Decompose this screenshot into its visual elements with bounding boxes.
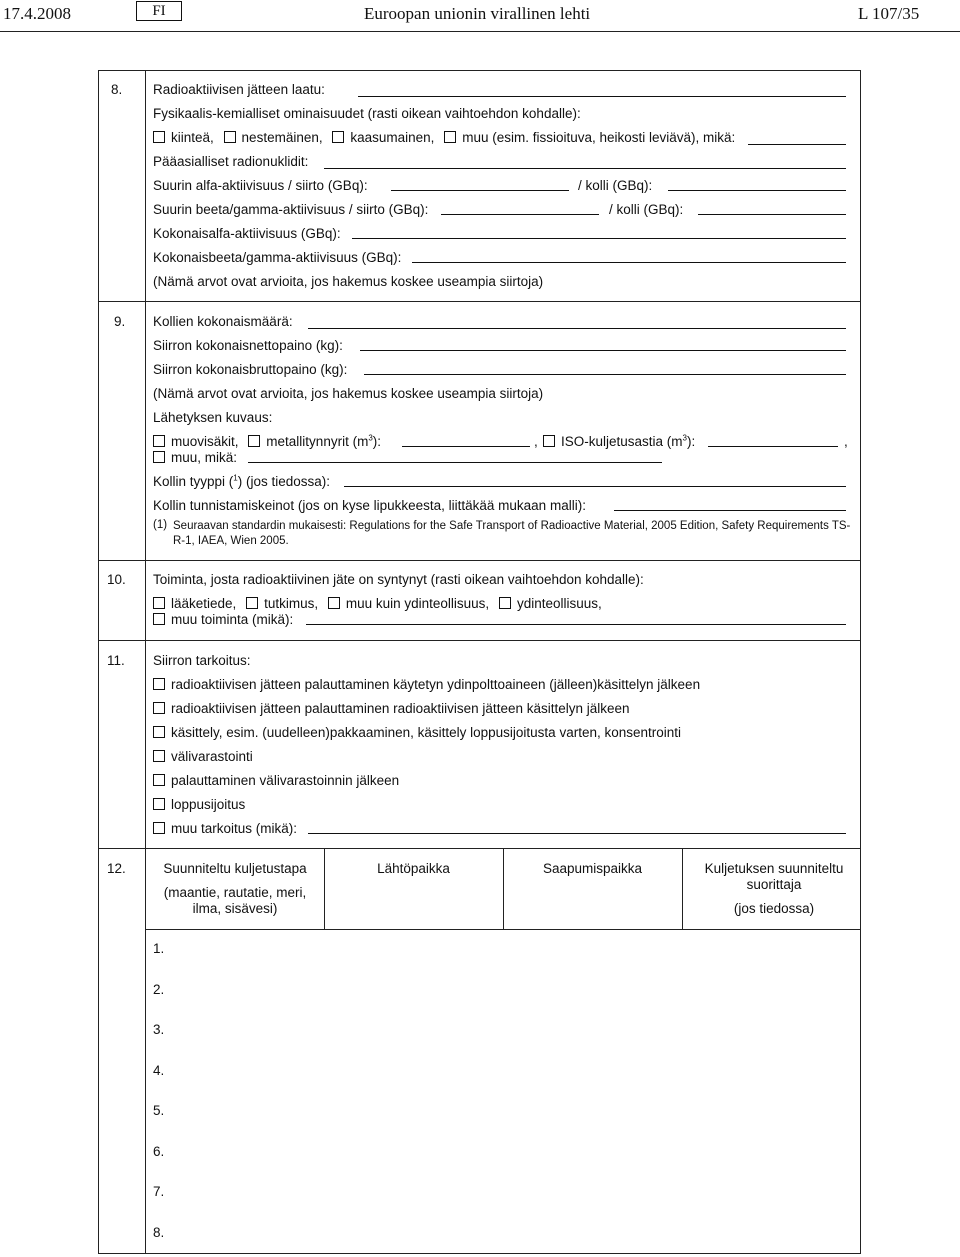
footnote-ref: (1) [153,519,168,531]
packages-label: Kollien kokonaismäärä: [153,314,293,329]
checkbox[interactable] [153,131,165,143]
section-number: 9. [114,314,126,329]
checkbox[interactable] [153,613,165,625]
option-label: lääketiede, [171,596,237,611]
other-origin-option [153,612,293,628]
section-number: 10. [107,572,126,587]
checkbox[interactable] [153,451,165,463]
option-label: muu kuin ydinteollisuus, [345,596,490,611]
option-label: radioaktiivisen jätteen palauttaminen käytetyn ydinpolttoaineen (jälleen)käsittelyn jälkeen [171,677,701,692]
column-divider [324,848,325,930]
column-header-departure: Lähtöpaikka [377,861,450,876]
checkbox[interactable] [153,750,165,762]
option-label: radioaktiivisen jätteen palauttaminen radioaktiivisen jätteen käsittelyn jälkeen [171,701,630,716]
header-rule [0,31,960,32]
checkbox[interactable] [246,597,258,609]
header-subtext: (jos tiedossa) [733,901,815,916]
section-divider-11-12 [98,848,861,849]
separator: , [534,434,538,449]
table-row[interactable]: 8. [153,1225,165,1240]
other-origin-field[interactable] [306,624,846,625]
option-label: muu (esim. fissioituva, heikosti leviävä), mikä: [462,130,736,145]
packages-field[interactable] [308,328,846,329]
footnote-ref: 1 [233,473,238,483]
net-weight-field[interactable] [360,350,846,351]
checkbox[interactable] [153,678,165,690]
purpose-option [153,797,245,813]
iso-container-field[interactable] [708,446,838,447]
option-label: muu toiminta (mikä): [171,612,294,627]
barrels-field[interactable] [402,446,530,447]
checkbox[interactable] [153,435,165,447]
footnote-text: Seuraavan standardin mukaisesti: Regulations for the Safe Transport of Radioactive Material, 2005 Edition, Safety Requirements TS-R-1, IAEA, Wien 2005. [173,520,851,547]
package-type-text: Kollin tyyppi ( [153,474,234,489]
total-beta-label: Kokonaisbeeta/gamma-aktiivisuus (GBq): [153,250,402,265]
total-alpha-field[interactable] [352,238,846,239]
column-header-transport-mode [150,861,320,917]
waste-type-label: Radioaktiivisen jätteen laatu: [153,82,325,97]
checkbox[interactable] [153,822,165,834]
purpose-option [153,725,681,741]
page-header [0,0,960,32]
option-label: tutkimus, [264,596,319,611]
estimate-note: (Nämä arvot ovat arvioita, jos hakemus koskee useampia siirtoja) [153,386,544,401]
header-subtext: (maantie, rautatie, meri, ilma, sisävesi) [163,885,307,916]
option-label: muovisäkit, [171,434,239,449]
column-divider [503,848,504,930]
alpha-per-package-field[interactable] [668,190,846,191]
option-label: kiinteä, [171,130,214,145]
table-row[interactable]: 6. [153,1144,165,1159]
checkbox[interactable] [153,798,165,810]
other-purpose-field[interactable] [308,833,846,834]
checkbox[interactable] [328,597,340,609]
header-lang-badge: FI [136,1,182,21]
alpha-activity-field[interactable] [391,190,569,191]
number-column-divider [145,70,146,1254]
table-row[interactable]: 7. [153,1184,165,1199]
checkbox[interactable] [444,131,456,143]
other-container-field[interactable] [248,462,662,463]
column-header-carrier [692,861,856,917]
state-options [153,130,735,146]
checkbox[interactable] [224,131,236,143]
purpose-option [153,773,399,789]
checkbox[interactable] [153,597,165,609]
gross-weight-field[interactable] [364,374,846,375]
estimate-note: (Nämä arvot ovat arvioita, jos hakemus koskee useampia siirtoja) [153,274,544,289]
option-label: nestemäinen, [241,130,323,145]
checkbox[interactable] [153,702,165,714]
description-label: Lähetyksen kuvaus: [153,410,273,425]
section-number: 11. [107,653,125,668]
header-journal-title: Euroopan unionin virallinen lehti [364,4,591,23]
alpha-per-package-label: / kolli (GBq): [578,178,653,193]
purpose-option [153,677,700,693]
nuclides-field[interactable] [324,168,846,169]
beta-activity-field[interactable] [441,214,599,215]
option-label: välivarastointi [171,749,253,764]
header-date: 17.4.2008 [3,4,71,23]
package-type-label [153,474,330,490]
checkbox[interactable] [248,435,260,447]
option-label: loppusijoitus [171,797,246,812]
purpose-option [153,701,630,717]
option-label: käsittely, esim. (uudelleen)pakkaaminen, käsittely loppusijoitusta varten, konsentrointi [171,725,682,740]
checkbox[interactable] [543,435,555,447]
iso-option [543,434,695,450]
gross-weight-label: Siirron kokonaisbruttopaino (kg): [153,362,348,377]
table-row[interactable]: 5. [153,1103,165,1118]
table-row[interactable]: 2. [153,982,165,997]
option-label: muu, mikä: [171,450,238,465]
separator: , [844,434,848,449]
checkbox[interactable] [499,597,511,609]
waste-type-field[interactable] [358,96,846,97]
checkbox[interactable] [153,774,165,786]
nuclides-label: Pääasialliset radionuklidit: [153,154,309,169]
header-page-number: L 107/35 [858,4,920,23]
option-label: metallitynnyrit (m [266,434,369,449]
beta-per-package-label: / kolli (GBq): [609,202,684,217]
option-label-end: ): [372,434,382,449]
origin-label: Toiminta, josta radioaktiivinen jäte on syntynyt (rasti oikean vaihtoehdon kohdalle): [153,572,644,587]
identification-label: Kollin tunnistamiskeinot (jos on kyse lipukkeesta, liittäkää mukaan malli): [153,498,586,513]
superscript: 3 [682,433,687,443]
beta-activity-label: Suurin beeta/gamma-aktiivisuus / siirto (GBq): [153,202,429,217]
net-weight-label: Siirron kokonaisnettopaino (kg): [153,338,343,353]
table-row[interactable]: 3. [153,1022,165,1037]
beta-per-package-field[interactable] [698,214,846,215]
section-divider-9-10 [98,560,861,561]
option-label: kaasumainen, [350,130,435,145]
table-row[interactable]: 4. [153,1063,165,1078]
section-divider-8-9 [98,301,861,302]
header-text: Suunniteltu kuljetustapa [163,861,307,876]
purpose-option [153,749,253,765]
section-divider-10-11 [98,640,861,641]
purpose-label: Siirron tarkoitus: [153,653,251,668]
total-alpha-label: Kokonaisalfa-aktiivisuus (GBq): [153,226,341,241]
purpose-option [153,821,297,837]
origin-options [153,596,602,612]
package-type-field[interactable] [344,486,846,487]
total-beta-field[interactable] [412,262,846,263]
superscript: 3 [368,433,373,443]
checkbox[interactable] [332,131,344,143]
section-number: 12. [107,861,126,876]
column-divider [682,848,683,930]
option-label: ydinteollisuus, [516,596,602,611]
checkbox[interactable] [153,726,165,738]
package-type-text-end: ) (jos tiedossa): [237,474,331,489]
option-label: palauttaminen välivarastoinnin jälkeen [171,773,400,788]
table-row[interactable]: 1. [153,941,165,956]
option-label: ISO-kuljetusastia (m [561,434,683,449]
identification-field[interactable] [614,510,846,511]
alpha-activity-label: Suurin alfa-aktiivisuus / siirto (GBq): [153,178,368,193]
properties-label: Fysikaalis-kemialliset ominaisuudet (rasti oikean vaihtoehdon kohdalle): [153,106,581,121]
option-label-end: ): [687,434,696,449]
other-container-option [153,450,237,466]
other-state-field[interactable] [748,144,846,145]
container-options [153,434,381,450]
column-header-arrival: Saapumispaikka [542,861,643,876]
option-label: muu tarkoitus (mikä): [171,821,298,836]
section-number: 8. [111,82,123,97]
header-text: Kuljetuksen suunniteltu suorittaja [704,861,844,892]
